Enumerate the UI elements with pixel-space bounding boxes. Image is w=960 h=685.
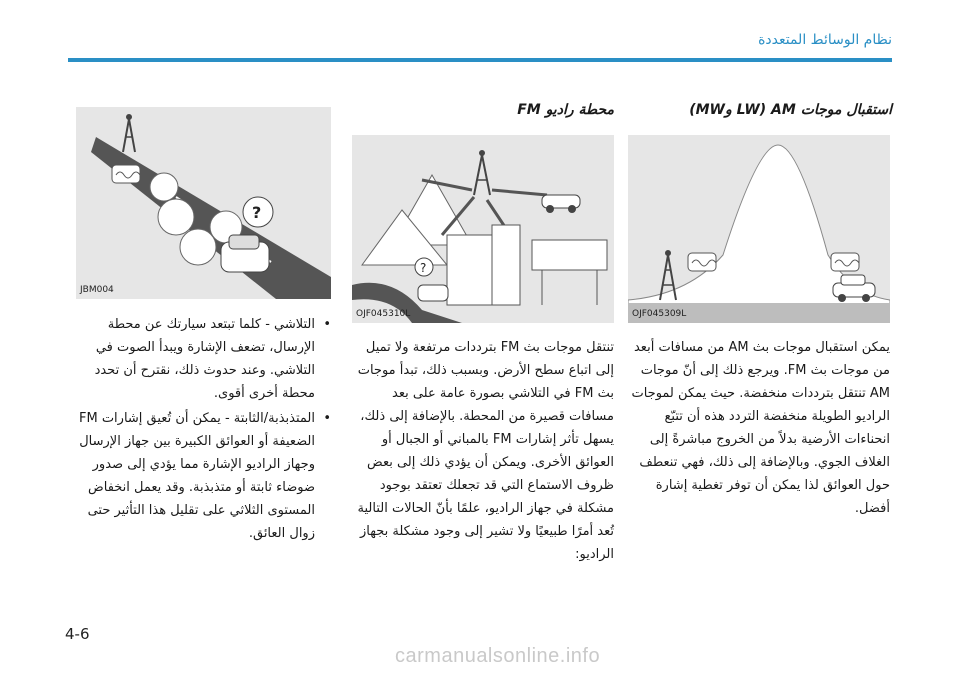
page-number: 4-6 (65, 625, 90, 643)
radio-wave-bubble-icon (688, 253, 716, 271)
figure-fm-waves (352, 135, 614, 323)
building-icon (447, 225, 520, 305)
car-icon (418, 285, 448, 301)
figure-code: OJF045310L (356, 309, 411, 319)
am-paragraph: يمكن استقبال موجات بث AM من مسافات أبعد من موجات بث FM. ويرجع ذلك إلى أنّ موجات AM تنتقل بترددات منخفضة. حيث يمكن لموجات الراديو الطويلة منخفضة التردد هذه أن تتبّع انحناءات الأرضية بدلاً من الخروج مباشرةً إلى الغلاف الجوي. وبالإضافة إلى ذلك، فهي تنعطف حول العوائق لذا يمكن أن توفر تغطية إشارة أفضل. (631, 340, 890, 516)
page-header-title: نظام الوسائط المتعددة (758, 32, 892, 48)
radio-wave-bubble-icon (831, 253, 859, 271)
figure-code: JBM004 (80, 285, 114, 295)
heading-am-reception: استقبال موجات AM (LW وMW) (689, 102, 892, 118)
figure-signal-fade (76, 107, 331, 299)
question-mark-label: ? (420, 261, 427, 275)
fm-paragraph: تنتقل موجات بث FM بترددات مرتفعة ولا تميل إلى اتباع سطح الأرض. وبسبب ذلك، تبدأ موجات بث FM في التلاشي بصورة عامة على بعد مسافات قصيرة من المحطة. بالإضافة إلى ذلك، يسهل تأثر إشارات FM بالمباني أو الجبال أو العوائق الأخرى. ويمكن أن يؤدي ذلك إلى بعض ظروف الاستماع التي قد تجعلك تعتقد بوجود مشكلة في جهاز الراديو، علمًا بأنّ الحالات التالية تُعد أمرًا طبيعيًا ولا تشير إلى وجود مشكلة بجهاز الراديو: (357, 340, 614, 562)
fm-waves-illustration (352, 135, 614, 323)
am-waves-illustration (628, 135, 890, 323)
header-rule (68, 58, 892, 62)
question-mark-label: ? (252, 203, 262, 222)
radio-wave-bubble-icon (112, 165, 140, 183)
signal-fade-illustration (76, 107, 331, 299)
bullet-list (76, 313, 331, 547)
figure-am-waves (628, 135, 890, 323)
figure-code: OJF045309L (632, 309, 687, 319)
heading-fm-station: محطة راديو FM (517, 102, 614, 118)
watermark: carmanualsonline.info (395, 645, 601, 667)
list-item: • التلاشي - كلما تبتعد سيارتك عن محطة الإرسال، تضعف الإشارة ويبدأ الصوت في التلاشي. وعند حدوث ذلك، نقترح أن تحدد محطة أخرى أقوى. (76, 313, 331, 405)
list-item: • المتذبذبة/الثابتة - يمكن أن تُعيق إشارات FM الضعيفة أو العوائق الكبيرة بين جهاز الإرسال وجهاز الراديو الإشارة مما يؤدي إلى صدور ضوضاء ثابتة أو متذبذبة. وقد يعمل انخفاض المستوى الثلاثي على تقليل هذا التأثير حتى زوال العائق. (76, 407, 331, 545)
